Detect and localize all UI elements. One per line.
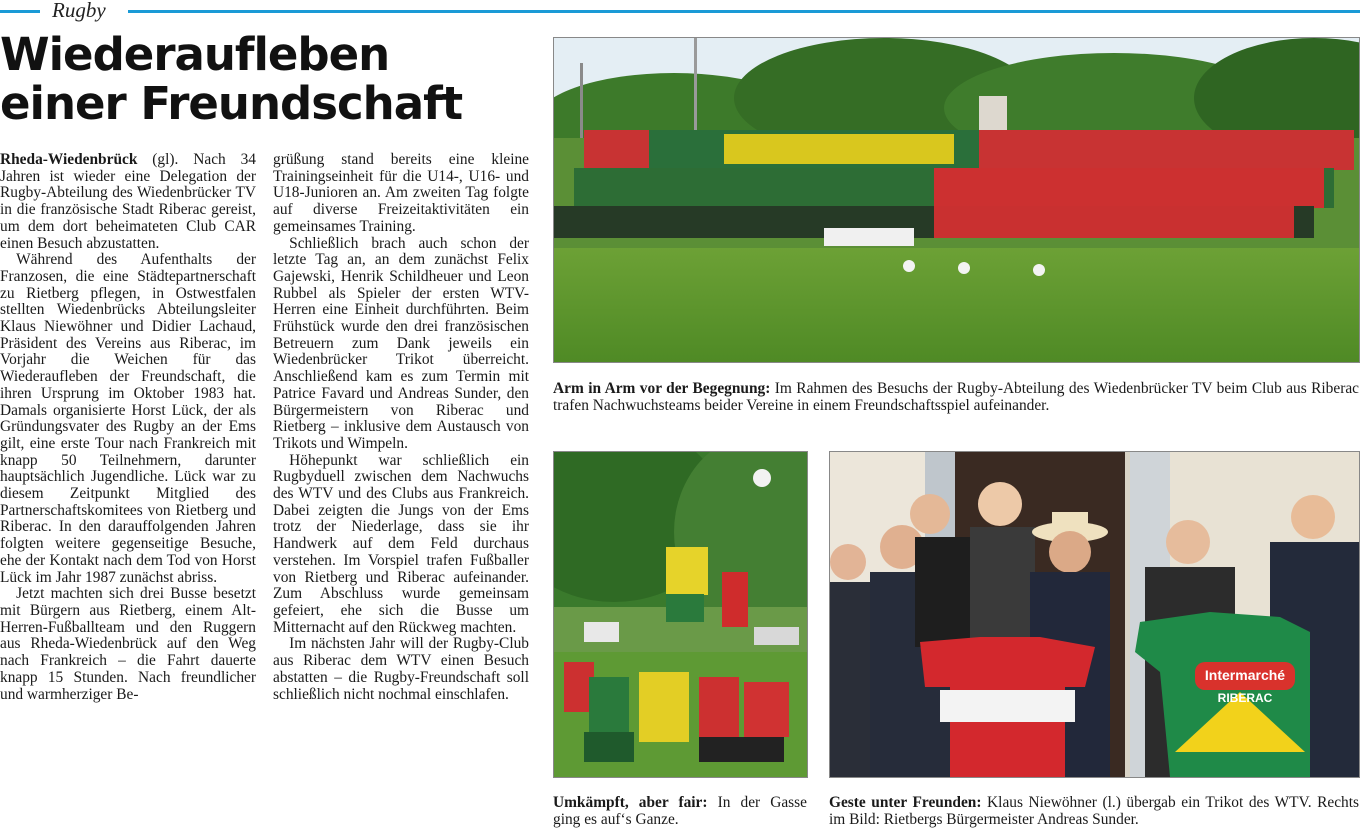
- section-rule-right: [128, 10, 1360, 13]
- jersey-town: RIBERAC: [1217, 691, 1273, 705]
- dateline: Rheda-Wiedenbrück: [0, 152, 138, 168]
- lineout-photo-caption: Umkämpft, aber fair: In der Gasse ging es auf‘s Ganze.: [553, 794, 807, 828]
- article-column-1: [0, 152, 256, 830]
- article-column-2: [273, 152, 529, 830]
- gifts-photo: [829, 451, 1360, 778]
- team-photo-caption: Arm in Arm vor der Begegnung: Im Rahmen des Besuchs der Rugby-Abteilung des Wiedenbrücker TV beim Club aus Riberac trafen Nachwuchsteams beider Vereine in einem Freundschaftsspiel aufeinander.: [553, 380, 1359, 414]
- article-paragraph: Schließlich brach auch schon der letzte Tag an, an dem zunächst Felix Gajewski, Henrik Schildheuer und Leon Rubbel als Spieler der ersten WTV-Herren eine Einheit durchführten. Beim Frühstück wurde den drei französischen Betreuern zum Dank jeweils ein Wiedenbrücker Trikot überreicht. Anschließend kam es zum Termin mit Patrice Favard und Andreas Sunder, den Bürgermeistern von Riberac und Rietberg – inklusive dem Austausch von Trikots und Wimpeln.: [273, 234, 529, 452]
- team-photo: [553, 37, 1360, 363]
- gifts-photo-caption: Geste unter Freunden: Klaus Niewöhner (l.) übergab ein Trikot des WTV. Rechts im Bild: Rietbergs Bürgermeister Andreas Sunder.: [829, 794, 1359, 828]
- article-paragraph: grüßung stand bereits eine kleine Trainingseinheit für die U14-, U16- und U18-Junioren an. Am zweiten Tag folgte auf diverse Freizeitaktivitäten ein gemeinsames Training.: [273, 152, 529, 235]
- headline-line-2: einer Freundschaft: [0, 77, 463, 130]
- section-rule-left: [0, 10, 40, 13]
- jersey-sponsor: Intermarché: [1204, 667, 1286, 683]
- headline: [0, 30, 540, 128]
- lineout-photo: [553, 451, 808, 778]
- section-label: Rugby: [52, 0, 106, 22]
- article-paragraph: Während des Aufenthalts der Franzosen, die eine Städtepartnerschaft zu Rietberg pflegen, in Ostwestfalen stellten Wiedenbrücks Abteilungsleiter Klaus Niewöhner und Didier Lachaud, Präsident des Vereins aus Riberac, im Vorjahr die Weichen für das Wiederaufleben der Freundschaft, die ihren Ursprung im Oktober 1983 hat. Damals organisierte Horst Lück, der als Gründungsvater des Rugby an der Ems gilt, eine erste Tour nach Frankreich mit knapp 50 Teilnehmern, darunter hauptsächlich Jugendliche. Lück war zu diesem Zeitpunkt Mitglied des Partnerschaftskomitees von Rietberg und Riberac. In den darauffolgenden Jahren folgten weitere gegenseitige Besuche, ehe der Kontakt nach dem Tod von Horst Lück im Jahr 1987 zunächst abriss.: [0, 251, 256, 586]
- article-paragraph: Höhepunkt war schließlich ein Rugbyduell zwischen dem Nachwuchs des WTV und des Clubs aus Frankreich. Dabei zeigten die Jungs von der Ems trotz der Niederlage, dass sie ihr Handwerk auf dem Feld durchaus verstehen. Im Vorspiel trafen Fußballer von Rietberg und Riberac aufeinander. Zum Abschluss wurde gemeinsam gefeiert, ehe sich die Busse um Mitternacht auf den Rückweg machten.: [273, 451, 529, 636]
- headline-line-1: Wiederaufleben: [0, 28, 390, 81]
- article-paragraph: Im nächsten Jahr will der Rugby-Club aus Riberac dem WTV einen Besuch abstatten – die Rugby-Freundschaft soll schließlich nicht nochmal einschlafen.: [273, 635, 529, 703]
- article-paragraph: Jetzt machten sich drei Busse besetzt mit Bürgern aus Rietberg, einem Alt-Herren-Fußballteam und den Ruggern aus Rheda-Wiedenbrück auf den Weg nach Frankreich – die Fahrt dauerte knapp 15 Stunden. Nach freundlicher und warmherziger Be-: [0, 585, 256, 703]
- article-paragraph: Rheda-Wiedenbrück (gl). Nach 34 Jahren ist wieder eine Delegation der Rugby-Abteilung des Wiedenbrücker TV in die französische Stadt Riberac gereist, um dem dort beheimateten Club CAR einen Besuch abzustatten.: [0, 152, 256, 252]
